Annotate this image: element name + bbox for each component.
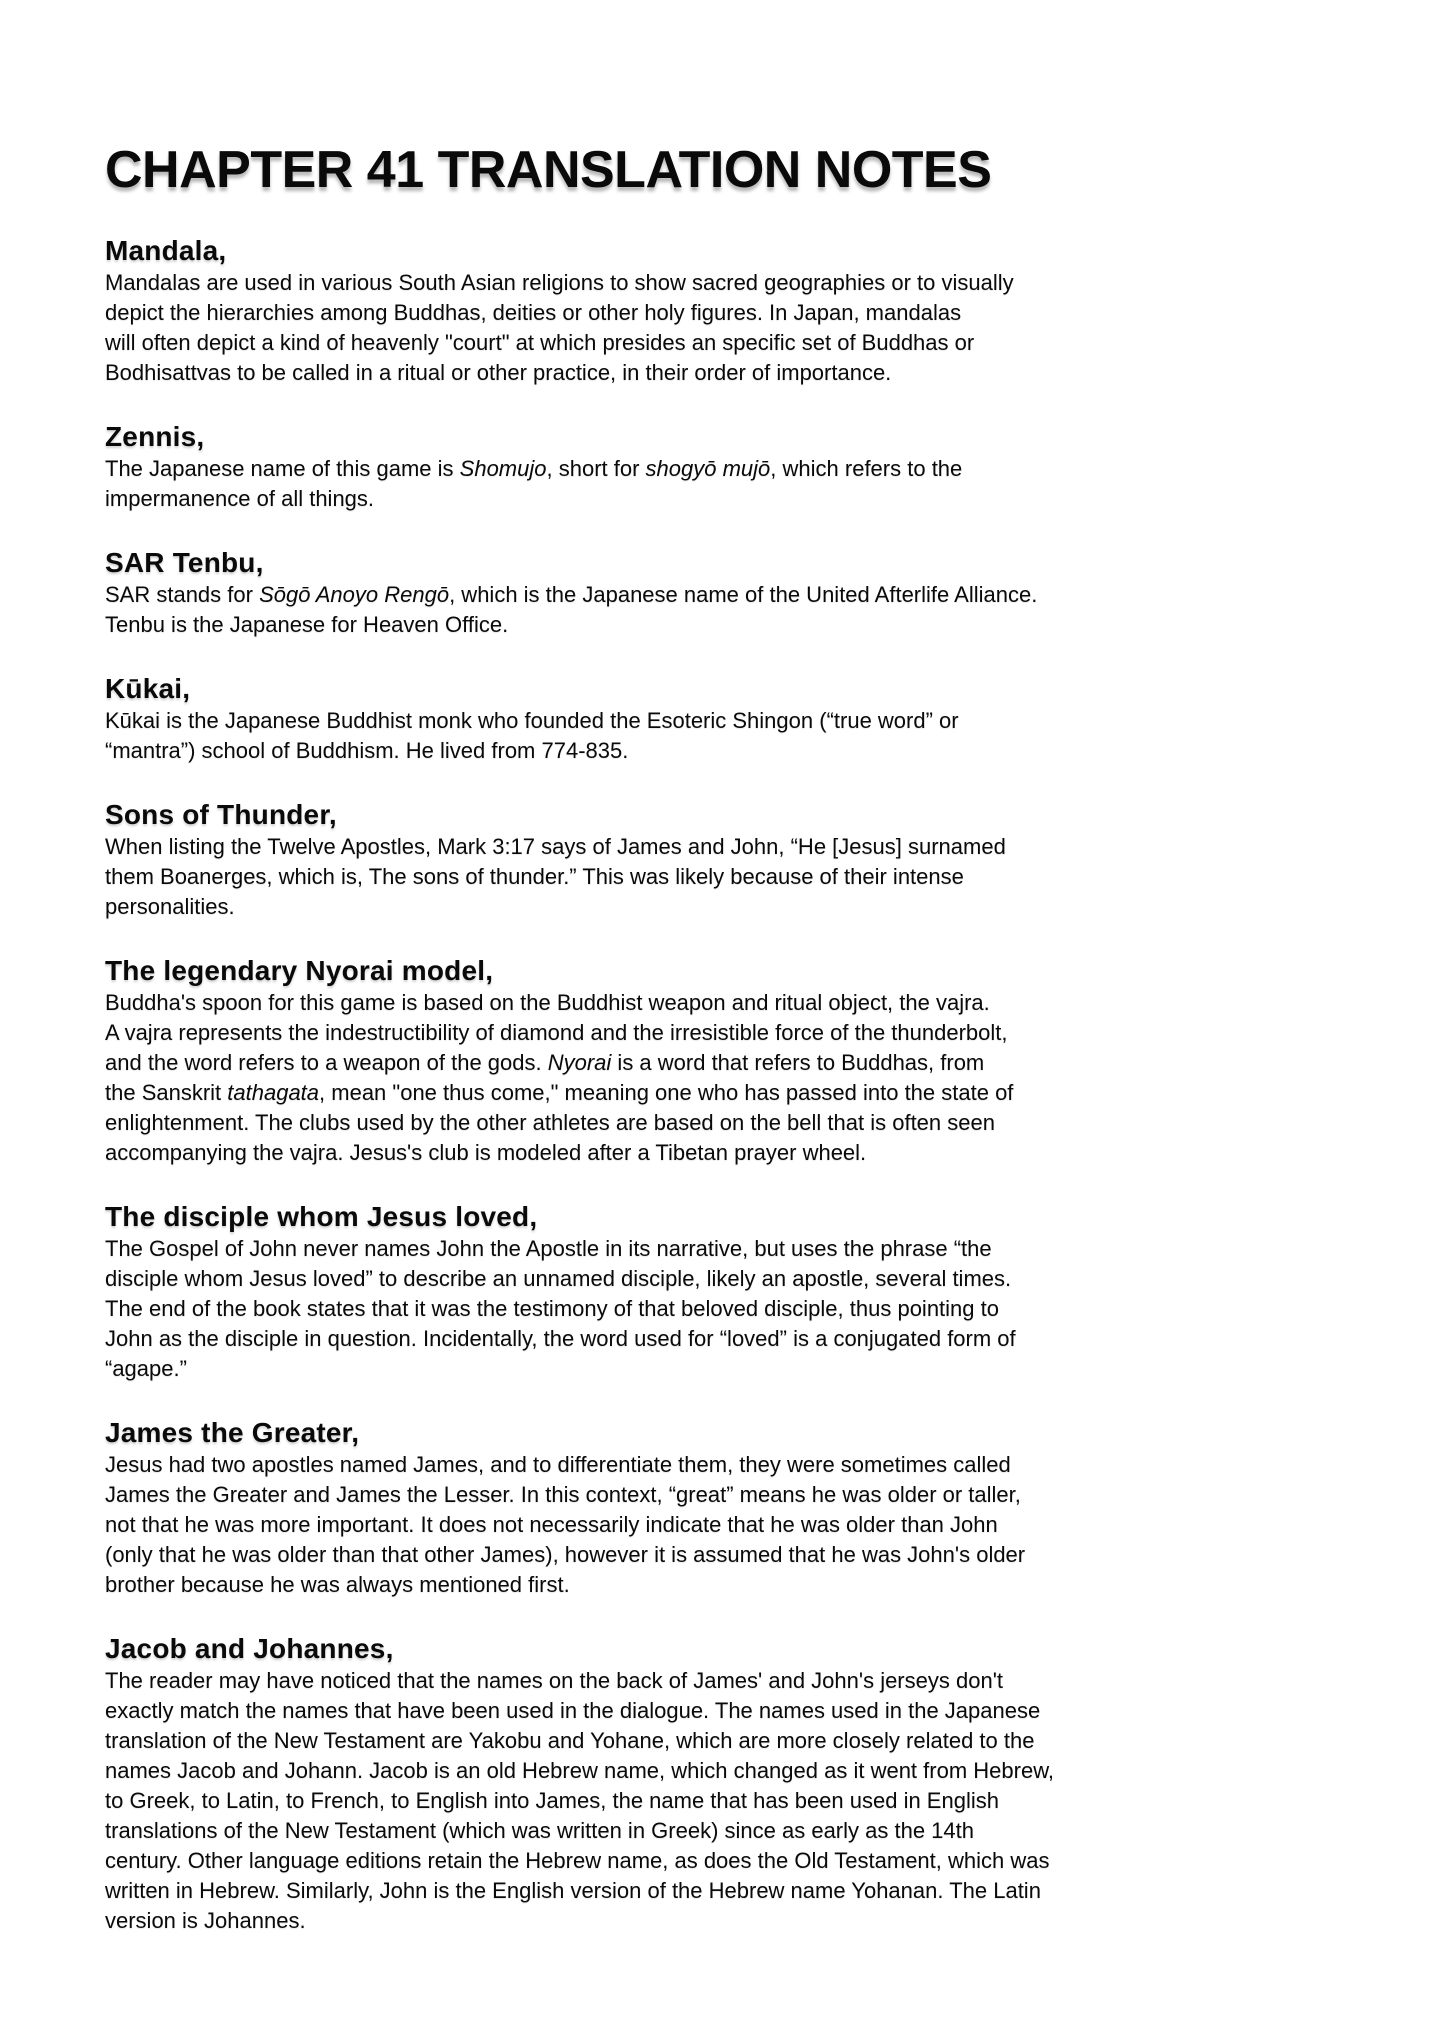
text-line — [105, 1876, 1345, 1906]
section-heading: James the Greater, — [105, 1417, 360, 1448]
italic-text-segment: tathagata — [227, 1080, 320, 1105]
text-line — [105, 706, 1345, 736]
text-segment: SAR stands for — [105, 582, 260, 607]
note-section — [105, 1418, 1345, 1600]
italic-text-segment: Shomujo — [459, 456, 547, 481]
section-heading: The legendary Nyorai model, — [105, 955, 494, 986]
text-line — [105, 358, 1345, 388]
text-line — [105, 1696, 1345, 1726]
text-segment: the Sanskrit — [105, 1080, 228, 1105]
text-segment: Mandalas are used in various South Asian religions to show sacred geographies or to visually — [105, 270, 1014, 295]
section-heading: SAR Tenbu, — [105, 547, 264, 578]
section-heading: The disciple whom Jesus loved, — [105, 1201, 538, 1232]
text-segment: “mantra”) school of Buddhism. He lived from 774-835. — [105, 738, 629, 763]
text-segment: names Jacob and Johann. Jacob is an old Hebrew name, which changed as it went from Hebrew, — [105, 1758, 1054, 1783]
text-segment: A vajra represents the indestructibility of diamond and the irresistible force of the thunderbolt, — [105, 1020, 1008, 1045]
italic-text-segment: Nyorai — [547, 1050, 612, 1075]
text-segment: Bodhisattvas to be called in a ritual or other practice, in their order of importance. — [105, 360, 892, 385]
text-line — [105, 862, 1345, 892]
text-line — [105, 736, 1345, 766]
note-section — [105, 800, 1345, 922]
italic-text-segment: shogyō mujō — [645, 456, 771, 481]
text-segment: depict the hierarchies among Buddhas, deities or other holy figures. In Japan, mandalas — [105, 300, 962, 325]
text-segment: Tenbu is the Japanese for Heaven Office. — [105, 612, 509, 637]
section-paragraph — [105, 268, 1345, 388]
text-segment: “agape.” — [105, 1356, 187, 1381]
text-segment: personalities. — [105, 894, 235, 919]
text-segment: not that he was more important. It does not necessarily indicate that he was older than John — [105, 1512, 998, 1537]
section-paragraph — [105, 706, 1345, 766]
text-line — [105, 1570, 1345, 1600]
text-segment: , short for — [546, 456, 646, 481]
text-segment: Jesus had two apostles named James, and to differentiate them, they were sometimes called — [105, 1452, 1011, 1477]
text-segment: The Japanese name of this game is — [105, 456, 460, 481]
text-line — [105, 1294, 1345, 1324]
text-segment: James the Greater and James the Lesser. In this context, “great” means he was older or taller, — [105, 1482, 1021, 1507]
text-line — [105, 1846, 1345, 1876]
text-line — [105, 1666, 1345, 1696]
section-heading: Jacob and Johannes, — [105, 1633, 394, 1664]
text-segment: translation of the New Testament are Yakobu and Yohane, which are more closely related to the — [105, 1728, 1035, 1753]
note-section — [105, 674, 1345, 766]
text-line — [105, 892, 1345, 922]
note-section — [105, 422, 1345, 514]
section-paragraph — [105, 988, 1345, 1168]
note-section — [105, 1202, 1345, 1384]
text-segment: Buddha's spoon for this game is based on the Buddhist weapon and ritual object, the vajra. — [105, 990, 990, 1015]
text-segment: The Gospel of John never names John the Apostle in its narrative, but uses the phrase “the — [105, 1236, 992, 1261]
text-segment: When listing the Twelve Apostles, Mark 3:17 says of James and John, “He [Jesus] surnamed — [105, 834, 1006, 859]
text-line — [105, 1816, 1345, 1846]
text-segment: century. Other language editions retain the Hebrew name, as does the Old Testament, which was — [105, 1848, 1050, 1873]
sections-list — [105, 236, 1345, 1936]
text-line — [105, 268, 1345, 298]
text-line — [105, 1540, 1345, 1570]
text-line — [105, 1048, 1345, 1078]
section-paragraph — [105, 580, 1345, 640]
text-line — [105, 832, 1345, 862]
text-line — [105, 1108, 1345, 1138]
text-line — [105, 1234, 1345, 1264]
text-line — [105, 1756, 1345, 1786]
text-line — [105, 1906, 1345, 1936]
section-paragraph — [105, 1666, 1345, 1936]
text-segment: , which refers to the — [770, 456, 963, 481]
text-segment: (only that he was older than that other James), however it is assumed that he was John's older — [105, 1542, 1026, 1567]
text-segment: them Boanerges, which is, The sons of thunder.” This was likely because of their intense — [105, 864, 964, 889]
text-segment: will often depict a kind of heavenly "court" at which presides an specific set of Buddhas or — [105, 330, 975, 355]
text-line — [105, 1450, 1345, 1480]
text-line — [105, 1078, 1345, 1108]
text-segment: The end of the book states that it was the testimony of that beloved disciple, thus pointing to — [105, 1296, 999, 1321]
note-section — [105, 1634, 1345, 1936]
text-segment: , which is the Japanese name of the United Afterlife Alliance. — [449, 582, 1038, 607]
page-title: CHAPTER 41 TRANSLATION NOTES — [105, 141, 992, 199]
text-segment: written in Hebrew. Similarly, John is the English version of the Hebrew name Yohanan. The Latin — [105, 1878, 1041, 1903]
text-segment: Kūkai is the Japanese Buddhist monk who founded the Esoteric Shingon (“true word” or — [105, 708, 959, 733]
text-line — [105, 1264, 1345, 1294]
text-line — [105, 610, 1345, 640]
text-line — [105, 988, 1345, 1018]
text-line — [105, 1480, 1345, 1510]
text-segment: John as the disciple in question. Incidentally, the word used for “loved” is a conjugated form of — [105, 1326, 1016, 1351]
note-section — [105, 956, 1345, 1168]
note-section — [105, 548, 1345, 640]
text-segment: exactly match the names that have been used in the dialogue. The names used in the Japanese — [105, 1698, 1041, 1723]
text-line — [105, 1726, 1345, 1756]
text-line — [105, 1324, 1345, 1354]
section-heading: Mandala, — [105, 235, 227, 266]
text-line — [105, 1018, 1345, 1048]
text-line — [105, 298, 1345, 328]
section-paragraph — [105, 454, 1345, 514]
text-segment: , mean "one thus come," meaning one who has passed into the state of — [319, 1080, 1014, 1105]
text-line — [105, 484, 1345, 514]
section-paragraph — [105, 832, 1345, 922]
text-segment: The reader may have noticed that the names on the back of James' and John's jerseys don't — [105, 1668, 1004, 1693]
italic-text-segment: Sōgō Anoyo Rengō — [259, 582, 450, 607]
text-line — [105, 1510, 1345, 1540]
text-segment: and the word refers to a weapon of the gods. — [105, 1050, 548, 1075]
text-segment: translations of the New Testament (which was written in Greek) since as early as the 14th — [105, 1818, 974, 1843]
text-segment: version is Johannes. — [105, 1908, 306, 1933]
text-segment: to Greek, to Latin, to French, to English into James, the name that has been used in English — [105, 1788, 999, 1813]
section-heading: Sons of Thunder, — [105, 799, 337, 830]
section-heading: Kūkai, — [105, 673, 191, 704]
section-paragraph — [105, 1234, 1345, 1384]
text-line — [105, 1786, 1345, 1816]
text-segment: accompanying the vajra. Jesus's club is modeled after a Tibetan prayer wheel. — [105, 1140, 867, 1165]
note-section — [105, 236, 1345, 388]
text-segment: impermanence of all things. — [105, 486, 375, 511]
section-heading: Zennis, — [105, 421, 205, 452]
text-segment: brother because he was always mentioned first. — [105, 1572, 570, 1597]
text-segment: enlightenment. The clubs used by the other athletes are based on the bell that is often seen — [105, 1110, 995, 1135]
text-line — [105, 454, 1345, 484]
section-paragraph — [105, 1450, 1345, 1600]
text-segment: is a word that refers to Buddhas, from — [611, 1050, 985, 1075]
text-segment: disciple whom Jesus loved” to describe an unnamed disciple, likely an apostle, several times. — [105, 1266, 1012, 1291]
text-line — [105, 1138, 1345, 1168]
text-line — [105, 580, 1345, 610]
text-line — [105, 1354, 1345, 1384]
text-line — [105, 328, 1345, 358]
